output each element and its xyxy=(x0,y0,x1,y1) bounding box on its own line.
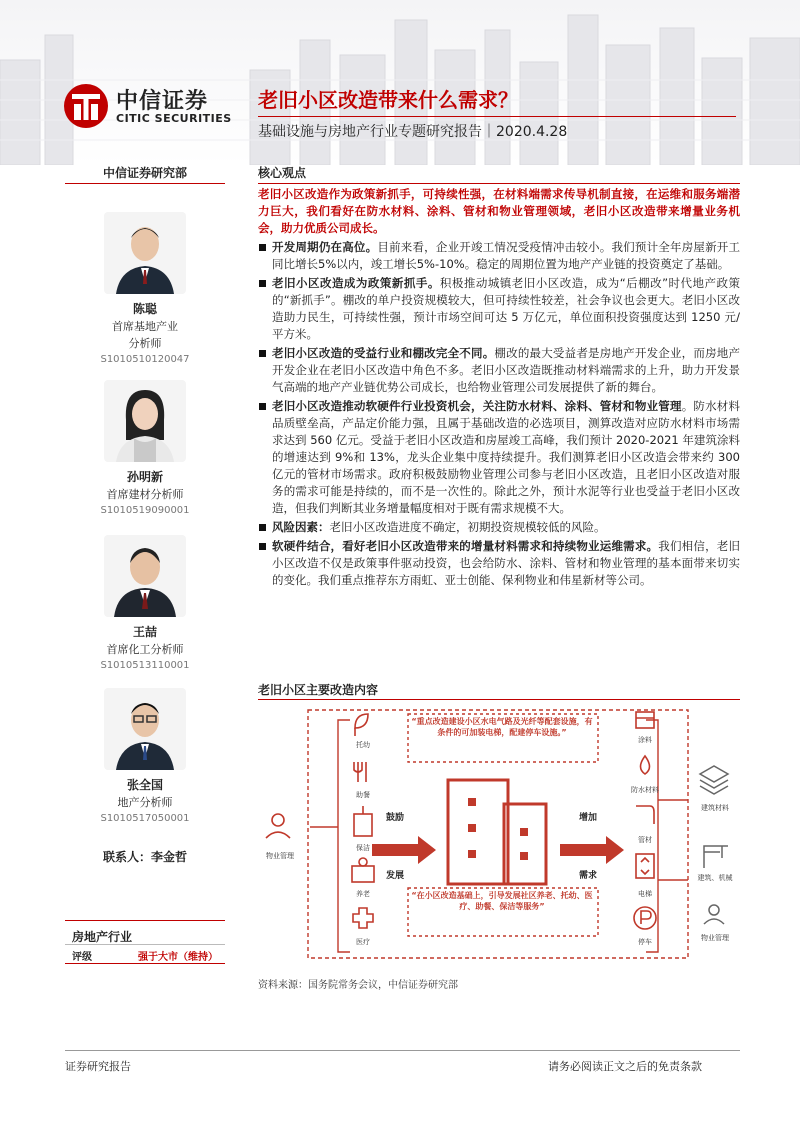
key-point-text: 积极推动城镇老旧小区改造，成为“后棚改”时代地产政策的“新抓手”。棚改的单户投资规模较大，但可持续性较差，社会争议也会更大。老旧小区改造助力民生，可持续性强，预计市场空间可达 5 万亿元，单位面积投资强度达到 1250 元/平方米。 xyxy=(272,276,741,341)
footer-rule xyxy=(65,1050,740,1051)
dining-icon xyxy=(354,762,366,782)
waterproof-icon xyxy=(641,756,650,774)
key-point xyxy=(258,345,740,396)
key-point xyxy=(258,275,740,343)
building-materials-icon xyxy=(700,766,728,794)
core-summary: 老旧小区改造作为政策新抓手，可持续性强，在材料端需求传导机制直接，在运维和服务端潜力巨大，我们看好在防水材料、涂料、管材和物业管理领域，老旧小区改造带来增量业务机会，助力优质公司成长。 xyxy=(258,187,740,235)
cleaning-icon xyxy=(354,806,372,836)
right-item-label: 停车 xyxy=(638,938,652,946)
arrow-right-label: 需求 xyxy=(578,871,598,881)
research-dept: 中信证券研究部 xyxy=(102,166,187,180)
bullet-square-icon xyxy=(259,403,266,410)
far-right-label: 建筑、机械 xyxy=(697,874,733,882)
analyst-license: S1010519090001 xyxy=(100,505,190,516)
bullet-square-icon xyxy=(259,350,266,357)
far-left-label: 物业管理 xyxy=(266,852,294,860)
key-point-text: 我们相信，老旧小区改造不仅是政策事件驱动投资，也会给防水、涂料、管材和物业管理的基本面带来切实的变化。我们重点推荐东方雨虹、亚士创能、保利物业和伟星新材等公司。 xyxy=(272,539,740,587)
analyst-card xyxy=(65,380,225,519)
analyst-name: 孙明新 xyxy=(126,470,163,484)
arrow-left-icon xyxy=(372,836,436,864)
key-points-list xyxy=(258,239,740,591)
key-point-lead: 风险因素： xyxy=(272,520,330,534)
figure-rule xyxy=(258,699,740,700)
right-item-label: 涂料 xyxy=(638,736,652,744)
bullet-square-icon xyxy=(259,524,266,531)
analyst-photo xyxy=(104,688,186,770)
analyst-license: S1010513110001 xyxy=(100,660,190,671)
quote-bottom: “在小区改造基础上，引导发展社区养老、托幼、医疗、助餐、保洁等服务” xyxy=(411,891,593,911)
rating-label: 评级 xyxy=(72,952,92,963)
core-view-title: 核心观点 xyxy=(258,166,307,180)
key-point-text: 棚改的最大受益者是房地产开发企业，而房地产开发企业在老旧小区改造中角色不多。老旧小区改造既推动材料端需求的上升，助力开发景气高端的地产产业链优势公司成长，也给物业管理公司发展提供了新的舞台。 xyxy=(272,346,741,394)
analyst-card xyxy=(65,688,225,827)
analyst-license: S1010510120047 xyxy=(100,354,190,365)
arrow-left-label: 发展 xyxy=(385,871,405,881)
industry-top-rule xyxy=(65,920,225,921)
bullet-square-icon xyxy=(259,280,266,287)
pipe-icon xyxy=(636,806,654,824)
quote-top: “重点改造建设小区水电气路及光纤等配套设施，有条件的可加装电梯，配建停车设施。” xyxy=(411,717,593,737)
industry-bottom-rule xyxy=(65,963,225,964)
key-point xyxy=(258,239,740,273)
far-right-label: 物业管理 xyxy=(701,934,729,942)
left-item-label: 医疗 xyxy=(356,938,370,946)
bullet-square-icon xyxy=(259,543,266,550)
parking-icon xyxy=(634,907,656,929)
core-view-rule xyxy=(258,183,740,184)
elevator-icon xyxy=(636,854,654,878)
right-item-label: 防水材料 xyxy=(631,786,659,794)
right-item-label: 电梯 xyxy=(638,890,652,898)
analyst-card xyxy=(65,535,225,674)
key-point-lead: 开发周期仍在高位。 xyxy=(272,240,378,254)
analyst-photo xyxy=(104,212,186,294)
analyst-name: 陈聪 xyxy=(132,302,157,316)
figure-source: 资料来源：国务院常务会议，中信证券研究部 xyxy=(258,980,458,991)
footer-disclaimer: 请务必阅读正文之后的免责条款 xyxy=(548,1060,702,1073)
analyst-photo xyxy=(104,380,186,462)
key-point-lead: 软硬件结合，看好老旧小区改造带来的增量材料需求和持续物业运维需求。 xyxy=(272,539,659,553)
logo-text-cn: 中信证券 xyxy=(116,89,209,114)
analyst-name: 张全国 xyxy=(126,778,163,792)
analyst-card xyxy=(65,212,225,368)
left-item-label: 保洁 xyxy=(356,844,370,852)
key-point-text: 。防水材料品质壁垒高，产品定价能力强，且属于基础改造的必选项目，测算改造对应防水材料市场需求达到 560 亿元。受益于老旧小区改造和房屋竣工高峰，我们预计 2020-2021 年建筑涂料的增速达到 9%和 13%，龙头企业集中度持续提升。我们测算老旧小区改造会带来约 300 亿元的管材市场需求。政府积极鼓励物业管理公司参与老旧小区改造，且老旧小区改造对服务的需求可能是持续的，而不是一次性的。除此之外，预计水泥等行业也受益于老旧小区改造，但我们判断其业务增量幅度相对于既有需求规模不大。 xyxy=(272,399,741,515)
building-icon xyxy=(448,780,546,884)
analyst-photo xyxy=(104,535,186,617)
key-point-text: 目前来看，企业开竣工情况受疫情冲击较小。我们预计全年房屋新开工同比增长5%以内，竣工增长5%-10%。稳定的周期位置为地产产业链的投资奠定了基础。 xyxy=(272,240,741,271)
analyst-role: 首席建材分析师 xyxy=(106,488,184,501)
key-point xyxy=(258,519,740,536)
footer-left: 证券研究报告 xyxy=(65,1060,131,1073)
report-title: 老旧小区改造带来什么需求？ xyxy=(258,88,518,112)
arrow-left-label: 鼓励 xyxy=(385,813,405,823)
far-right-label: 建筑材料 xyxy=(701,804,729,812)
analyst-role: 地产分析师 xyxy=(117,796,173,809)
citic-logo-mark-icon xyxy=(62,82,110,130)
key-point-text: 老旧小区改造进度不确定，初期投资规模较低的风险。 xyxy=(329,520,606,534)
analyst-name: 王喆 xyxy=(132,625,157,639)
title-divider xyxy=(258,116,736,117)
arrow-right-label: 增加 xyxy=(578,813,598,823)
sidebar-top-rule xyxy=(65,183,225,184)
right-item-label: 管材 xyxy=(638,836,652,844)
report-subtitle: 基础设施与房地产行业专题研究报告｜2020.4.28 xyxy=(258,124,568,140)
nursery-icon xyxy=(355,714,368,736)
arrow-right-icon xyxy=(560,836,624,864)
key-point-lead: 老旧小区改造推动软硬件行业投资机会，关注防水材料、涂料、管材和物业管理 xyxy=(272,399,682,413)
contact-person: 联系人：李金哲 xyxy=(102,850,187,864)
analyst-role-line2: 分析师 xyxy=(128,337,162,350)
analyst-role: 首席化工分析师 xyxy=(106,643,184,656)
left-item-label: 托幼 xyxy=(356,741,370,749)
left-item-label: 助餐 xyxy=(356,791,370,799)
left-item-label: 养老 xyxy=(356,890,370,898)
bullet-square-icon xyxy=(259,244,266,251)
citic-logo xyxy=(62,82,247,134)
figure-title: 老旧小区主要改造内容 xyxy=(258,683,379,697)
key-point-lead: 老旧小区改造的受益行业和棚改完全不同。 xyxy=(272,346,495,360)
renovation-diagram xyxy=(258,702,740,962)
rating-value: 强于大市（维持） xyxy=(138,952,218,963)
industry-mid-rule xyxy=(65,944,225,945)
key-point xyxy=(258,398,740,517)
key-point-lead: 老旧小区改造成为政策新抓手。 xyxy=(272,276,440,290)
elderly-care-icon xyxy=(352,858,374,882)
key-point xyxy=(258,538,740,589)
logo-text-en: CITIC SECURITIES xyxy=(116,112,232,125)
analyst-role: 首席基地产业 xyxy=(112,320,178,333)
analyst-license: S1010517050001 xyxy=(100,813,190,824)
medical-icon xyxy=(353,908,373,928)
property-management-icon-right xyxy=(704,905,724,924)
industry-name: 房地产行业 xyxy=(72,930,133,944)
property-management-icon-left xyxy=(266,814,290,838)
crane-icon xyxy=(704,846,728,868)
